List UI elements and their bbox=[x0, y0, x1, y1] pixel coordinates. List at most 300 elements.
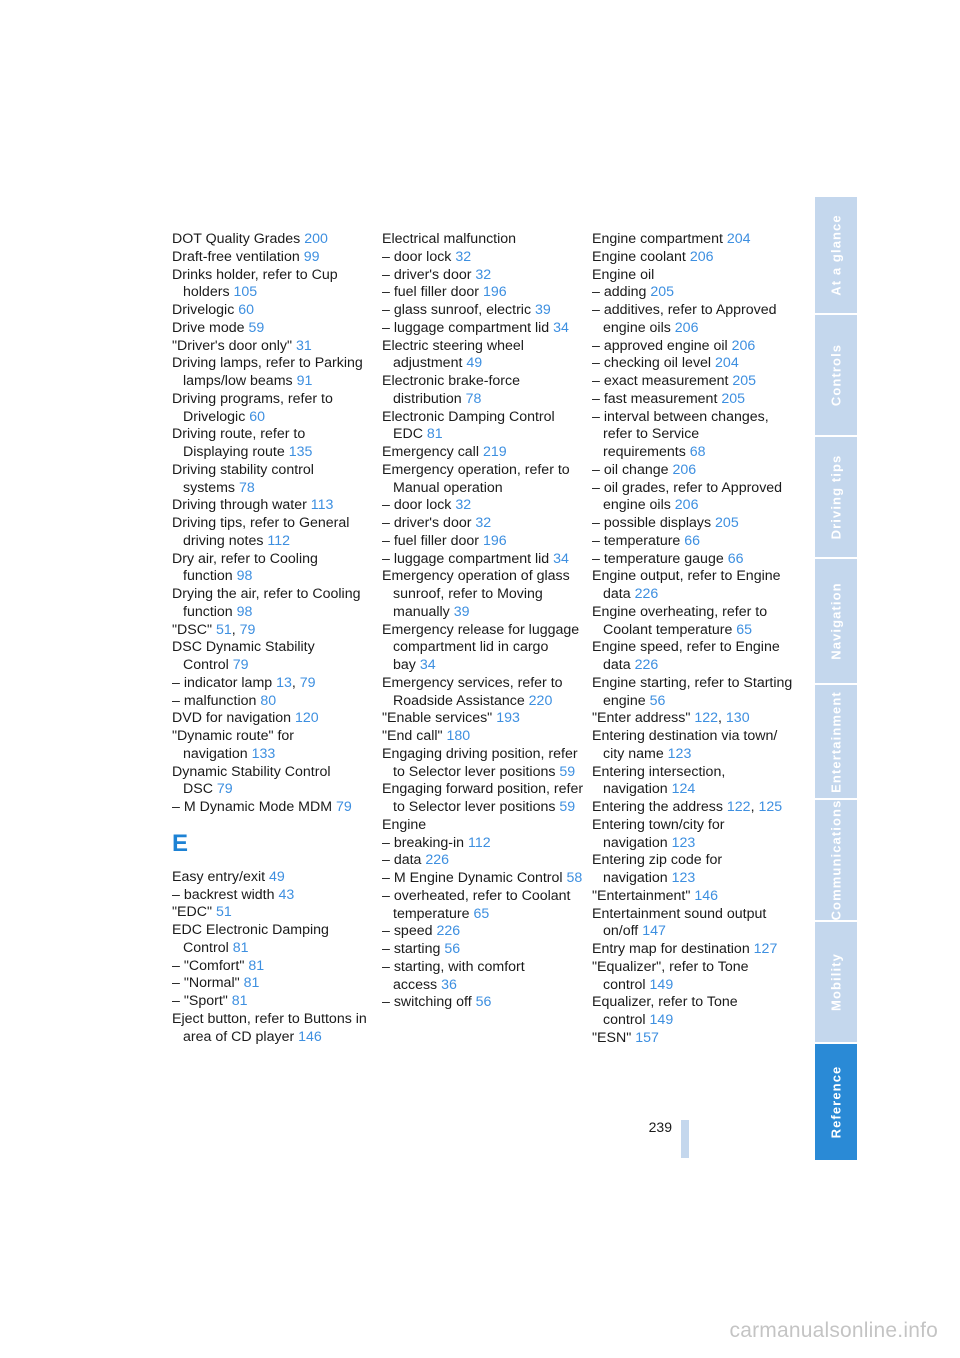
index-entry bbox=[172, 799, 374, 817]
index-entry bbox=[592, 338, 794, 356]
page-reference-link[interactable]: 124 bbox=[671, 781, 696, 798]
page-reference-link[interactable]: 113 bbox=[310, 497, 334, 514]
page-reference-link[interactable]: 43 bbox=[278, 886, 295, 903]
page-reference-link[interactable]: 226 bbox=[634, 657, 659, 673]
index-entry-text: "Entertainment" bbox=[592, 887, 691, 904]
index-entry-text: EDC Electronic Damping Control bbox=[172, 922, 329, 956]
page-reference-link[interactable]: 196 bbox=[482, 532, 507, 549]
index-entry-text: Driving route, refer to Displaying route bbox=[172, 426, 306, 460]
page-reference-link[interactable]: 206 bbox=[674, 497, 699, 514]
index-entry-text: DOT Quality Grades bbox=[172, 231, 301, 247]
index-entry-text: – exact measurement bbox=[592, 373, 729, 389]
index-entry: "Enter address" 122, 130 bbox=[592, 710, 750, 727]
tab-navigation[interactable] bbox=[815, 559, 857, 683]
index-entry-text: Dynamic Stability Control DSC bbox=[172, 763, 331, 798]
index-entry-text: – temperature bbox=[592, 532, 681, 549]
tab-mobility[interactable] bbox=[815, 922, 857, 1042]
page-reference-link[interactable]: 56 bbox=[649, 692, 666, 709]
index-entry bbox=[592, 1030, 794, 1048]
tab-label: At a glance bbox=[828, 214, 844, 296]
index-entry-text: – luggage compartment lid bbox=[382, 319, 550, 336]
index-entry-text: Draft-free ventilation bbox=[172, 248, 300, 265]
page-reference-link[interactable]: 80 bbox=[260, 692, 277, 709]
page-reference-link[interactable]: 130 bbox=[725, 710, 750, 727]
index-entry-text: Drinks holder, refer to Cup holders bbox=[172, 266, 338, 301]
index-entry bbox=[382, 551, 584, 569]
index-entry bbox=[172, 426, 374, 462]
page-reference-link[interactable]: 146 bbox=[694, 887, 719, 904]
index-entry bbox=[382, 302, 584, 320]
index-entry bbox=[172, 922, 374, 958]
index-entry-text: Engine oil bbox=[592, 266, 655, 283]
index-entry bbox=[172, 320, 374, 338]
page-reference-link[interactable]: 133 bbox=[251, 745, 276, 762]
index-entry bbox=[382, 746, 584, 782]
index-entry bbox=[382, 710, 584, 728]
index-entry: "DSC" 51, 79 bbox=[172, 621, 256, 638]
index-entry-text: – interval between changes, refer to Service requirements bbox=[592, 408, 769, 460]
index-entry bbox=[172, 728, 374, 764]
index-entry-text: – possible displays bbox=[592, 515, 712, 531]
page-reference-link[interactable]: 34 bbox=[553, 319, 569, 336]
index-entry bbox=[172, 267, 374, 303]
page-reference-link[interactable]: 78 bbox=[465, 390, 482, 407]
page-reference-link[interactable]: 81 bbox=[248, 957, 265, 974]
index-entry-text: Electrical malfunction bbox=[382, 231, 517, 247]
index-entry-text: – data bbox=[382, 852, 422, 869]
page-reference-link[interactable]: 122 bbox=[694, 710, 719, 727]
page-reference-link[interactable]: 98 bbox=[236, 568, 253, 585]
page-reference-link[interactable]: 66 bbox=[727, 550, 744, 567]
index-entry bbox=[172, 993, 374, 1011]
page-reference-link[interactable]: 205 bbox=[721, 390, 746, 407]
index-entry-text: Electronic Damping Control EDC bbox=[382, 408, 555, 443]
index-entry-text: Emergency operation of glass sunroof, refer to Moving manually bbox=[382, 568, 570, 620]
index-entry-text: – driver's door bbox=[382, 266, 472, 283]
index-entry-text: DSC Dynamic Stability Control bbox=[172, 639, 315, 673]
section-tabs bbox=[815, 197, 857, 1162]
page-reference-link[interactable]: 58 bbox=[566, 870, 583, 886]
page-reference-link[interactable]: 68 bbox=[689, 444, 706, 460]
index-entry-text: Driving lamps, refer to Parking lamps/low beams bbox=[172, 355, 363, 389]
page-reference-link[interactable]: 65 bbox=[473, 905, 490, 922]
page-reference-link[interactable]: 149 bbox=[649, 976, 674, 993]
page-reference-link[interactable]: 123 bbox=[667, 745, 692, 762]
index-entry-text: – temperature gauge bbox=[592, 550, 724, 567]
page-reference-link[interactable]: 204 bbox=[715, 355, 739, 372]
page-reference-link[interactable]: 79 bbox=[336, 799, 352, 815]
index-entry bbox=[172, 249, 374, 267]
tab-label: Mobility bbox=[828, 953, 844, 1011]
index-column-2 bbox=[382, 231, 584, 1012]
index-letter-heading: E bbox=[172, 829, 189, 857]
index-entry bbox=[172, 693, 374, 711]
index-entry-text: Electronic brake-force distribution bbox=[382, 373, 520, 407]
index-entry bbox=[382, 249, 584, 267]
page-reference-link[interactable]: 65 bbox=[736, 621, 753, 638]
index-entry-text: – "Normal" bbox=[172, 975, 240, 992]
page-reference-link[interactable]: 135 bbox=[288, 444, 313, 460]
index-entry bbox=[382, 409, 584, 445]
page-reference-link[interactable]: 157 bbox=[635, 1029, 659, 1046]
tab-at-a-glance[interactable] bbox=[815, 197, 857, 313]
index-entry bbox=[172, 1011, 374, 1047]
index-entry-text: – checking oil level bbox=[592, 355, 712, 372]
index-entry-text: "Enter address" bbox=[592, 710, 691, 727]
page-reference-link[interactable]: 206 bbox=[674, 319, 699, 336]
page-reference-link[interactable]: 120 bbox=[295, 710, 319, 727]
page-reference-link[interactable]: 59 bbox=[559, 799, 576, 815]
index-entry-text: Drive mode bbox=[172, 319, 245, 336]
index-entry-text: – fuel filler door bbox=[382, 532, 479, 549]
index-entry-text: Entry map for destination bbox=[592, 941, 750, 957]
page-reference-link[interactable]: 91 bbox=[296, 373, 313, 389]
index-entry bbox=[592, 604, 794, 640]
index-column-3 bbox=[592, 231, 794, 1048]
page-reference-link[interactable]: 36 bbox=[441, 976, 457, 993]
index-entry-text: Drivelogic bbox=[172, 302, 235, 318]
page-reference-link[interactable]: 127 bbox=[753, 941, 778, 957]
tab-label: Navigation bbox=[828, 582, 844, 660]
index-entry-text: – breaking-in bbox=[382, 834, 465, 851]
index-entry-text: Entering intersection, navigation bbox=[592, 763, 726, 798]
index-entry-text: Driving through water bbox=[172, 497, 307, 514]
tab-controls[interactable] bbox=[815, 315, 857, 435]
page-reference-link[interactable]: 149 bbox=[649, 1012, 674, 1028]
index-entry bbox=[382, 888, 584, 924]
index-entry bbox=[592, 355, 794, 373]
index-entry-text: Entering destination via town/ city name bbox=[592, 728, 778, 762]
page-reference-link[interactable]: 123 bbox=[671, 834, 696, 851]
index-entry-text: Engine bbox=[382, 816, 427, 833]
index-entry-text: Emergency services, refer to Roadside Assistance bbox=[382, 674, 563, 709]
page-reference-link[interactable]: 125 bbox=[758, 799, 783, 815]
index-entry bbox=[172, 231, 374, 249]
index-entry bbox=[172, 869, 374, 887]
page-reference-link[interactable]: 112 bbox=[467, 834, 491, 851]
page-reference-link[interactable]: 34 bbox=[553, 550, 569, 567]
index-entry-text: "Dynamic route" for navigation bbox=[172, 728, 295, 762]
page-reference-link[interactable]: 34 bbox=[419, 657, 436, 673]
index-entry bbox=[592, 249, 794, 267]
index-entry bbox=[382, 994, 584, 1012]
page-reference-link[interactable]: 112 bbox=[267, 532, 291, 549]
index-entry bbox=[382, 870, 584, 888]
index-entry bbox=[592, 959, 794, 995]
page-reference-link[interactable]: 205 bbox=[732, 373, 757, 389]
index-entry-text: – fast measurement bbox=[592, 390, 718, 407]
index-entry bbox=[592, 639, 794, 675]
index-entry bbox=[382, 852, 584, 870]
index-entry bbox=[592, 284, 794, 302]
page-reference-link[interactable]: 147 bbox=[642, 923, 666, 940]
index-entry-text: – speed bbox=[382, 923, 433, 940]
page-reference-link[interactable]: 49 bbox=[466, 355, 483, 372]
page-number: 239 bbox=[648, 1119, 672, 1135]
page-reference-link[interactable]: 122 bbox=[726, 799, 751, 815]
page-reference-link[interactable]: 98 bbox=[236, 603, 253, 620]
index-entry-text: Easy entry/exit bbox=[172, 868, 266, 885]
page-reference-link[interactable]: 220 bbox=[528, 692, 553, 709]
index-entry bbox=[592, 675, 794, 711]
index-entry-text: – driver's door bbox=[382, 515, 472, 531]
index-entry-text: – overheated, refer to Coolant temperature bbox=[382, 887, 571, 922]
index-entry-text: – starting bbox=[382, 941, 441, 957]
index-entry-text: Engaging forward position, refer to Selector lever positions bbox=[382, 781, 584, 815]
index-entry bbox=[592, 462, 794, 480]
index-entry-text: – indicator lamp bbox=[172, 674, 273, 691]
index-entry-text: – backrest width bbox=[172, 886, 275, 903]
tab-driving-tips[interactable] bbox=[815, 437, 857, 557]
index-entry-text: Engine speed, refer to Engine data bbox=[592, 639, 780, 673]
index-entry-text: Emergency release for luggage compartment lid in cargo bay bbox=[382, 621, 580, 673]
index-entry bbox=[382, 675, 584, 711]
page-reference-link[interactable]: 123 bbox=[671, 870, 696, 886]
index-entry bbox=[172, 302, 374, 320]
page-reference-link[interactable]: 105 bbox=[233, 284, 258, 301]
index-entry bbox=[382, 923, 584, 941]
index-entry bbox=[592, 994, 794, 1030]
index-entry-text: "Enable services" bbox=[382, 710, 493, 727]
index-entry bbox=[382, 338, 584, 374]
index-entry bbox=[592, 302, 794, 338]
index-entry bbox=[592, 515, 794, 533]
page-reference-link[interactable]: 81 bbox=[426, 426, 443, 443]
page-reference-link[interactable]: 59 bbox=[559, 763, 576, 780]
index-entry bbox=[382, 959, 584, 995]
index-entry bbox=[382, 497, 584, 515]
page-number-bar bbox=[681, 1120, 689, 1158]
page-reference-link[interactable]: 59 bbox=[248, 319, 265, 336]
index-entry-text: "Equalizer", refer to Tone control bbox=[592, 958, 749, 993]
index-entry-text: Electric steering wheel adjustment bbox=[382, 337, 524, 372]
index-entry bbox=[592, 231, 794, 249]
index-entry-text: DVD for navigation bbox=[172, 710, 292, 727]
index-entry bbox=[592, 852, 794, 888]
page-reference-link[interactable]: 81 bbox=[231, 993, 248, 1009]
index-entry-text: "End call" bbox=[382, 728, 443, 744]
index-entry bbox=[172, 462, 374, 498]
page-reference-link[interactable]: 13 bbox=[276, 674, 292, 691]
index-entry-text: – glass sunroof, electric bbox=[382, 302, 532, 318]
page-reference-link[interactable]: 226 bbox=[634, 586, 659, 602]
index-entry bbox=[382, 835, 584, 853]
index-entry bbox=[592, 941, 794, 959]
page-reference-link[interactable]: 81 bbox=[243, 975, 260, 992]
index-entry bbox=[172, 515, 374, 551]
index-entry-text: – luggage compartment lid bbox=[382, 550, 550, 567]
page-reference-link[interactable]: 206 bbox=[689, 248, 714, 265]
index-entry bbox=[382, 284, 584, 302]
index-entry bbox=[592, 551, 794, 569]
index-entry-text: – M Dynamic Mode MDM bbox=[172, 799, 333, 815]
index-entry-text: Engine coolant bbox=[592, 248, 686, 265]
page-reference-link[interactable]: 226 bbox=[436, 923, 461, 940]
index-entry-text: – oil change bbox=[592, 461, 669, 478]
index-entry bbox=[172, 355, 374, 391]
page-reference-link[interactable]: 79 bbox=[232, 657, 249, 673]
index-entry bbox=[592, 533, 794, 551]
page-reference-link[interactable]: 32 bbox=[475, 515, 492, 531]
index-entry-text: "DSC" bbox=[172, 621, 213, 638]
index-entry-text: Engaging driving position, refer to Selector lever positions bbox=[382, 745, 578, 780]
index-entry bbox=[592, 888, 794, 906]
index-entry-text: "Driver's door only" bbox=[172, 337, 293, 354]
tab-entertainment[interactable] bbox=[815, 685, 857, 798]
index-entry bbox=[172, 391, 374, 427]
index-entry bbox=[592, 568, 794, 604]
index-entry bbox=[172, 958, 374, 976]
index-entry bbox=[382, 462, 584, 498]
index-entry bbox=[382, 515, 584, 533]
index-entry: – indicator lamp 13, 79 bbox=[172, 674, 316, 691]
page-reference-link[interactable]: 193 bbox=[496, 710, 520, 727]
index-entry-text: "EDC" bbox=[172, 904, 213, 921]
index-entry-text: – M Engine Dynamic Control bbox=[382, 870, 563, 886]
index-entry bbox=[382, 781, 584, 817]
page-reference-link[interactable]: 146 bbox=[298, 1028, 322, 1045]
index-entry-text: – switching off bbox=[382, 994, 472, 1011]
index-entry bbox=[592, 817, 794, 853]
index-entry-text: Entertainment sound output on/off bbox=[592, 905, 767, 940]
page-reference-link[interactable]: 49 bbox=[269, 868, 285, 885]
index-entry-text: – starting, with comfort access bbox=[382, 958, 525, 993]
index-entry bbox=[172, 764, 374, 800]
index-entry-text: – "Sport" bbox=[172, 993, 228, 1009]
index-entry bbox=[382, 231, 584, 249]
index-column-1 bbox=[172, 231, 374, 1046]
page-reference-link[interactable]: 99 bbox=[303, 248, 320, 265]
page-reference-link[interactable]: 196 bbox=[482, 284, 507, 301]
index-entry-text: Driving tips, refer to General driving notes bbox=[172, 515, 350, 549]
page-reference-link[interactable]: 206 bbox=[731, 337, 756, 354]
index-entry-text: Driving programs, refer to Drivelogic bbox=[172, 390, 333, 425]
index-entry bbox=[592, 728, 794, 764]
page-reference-link[interactable]: 79 bbox=[216, 781, 233, 798]
index-entry bbox=[592, 373, 794, 391]
index-entry bbox=[382, 568, 584, 621]
page-reference-link[interactable]: 32 bbox=[475, 266, 492, 283]
index-entry-text: – malfunction bbox=[172, 692, 257, 709]
index-entry-text: Emergency call bbox=[382, 444, 479, 460]
index-entry-text: – oil grades, refer to Approved engine oils bbox=[592, 479, 783, 514]
page-reference-link[interactable]: 205 bbox=[715, 515, 739, 531]
page-reference-link[interactable]: 60 bbox=[238, 302, 255, 318]
watermark: carmanualsonline.info bbox=[729, 1319, 938, 1342]
index-entry-text: Entering town/city for navigation bbox=[592, 816, 725, 851]
index-entry bbox=[172, 975, 374, 993]
index-entry bbox=[172, 586, 374, 622]
page-reference-link[interactable]: 39 bbox=[535, 302, 551, 318]
tab-label: Driving tips bbox=[828, 454, 844, 540]
index-entry-text: Dry air, refer to Cooling function bbox=[172, 550, 318, 585]
index-entry bbox=[172, 710, 374, 728]
index-entry-text: Drying the air, refer to Cooling function bbox=[172, 586, 361, 620]
index-entry-text: – adding bbox=[592, 284, 647, 301]
page-reference-link[interactable]: 200 bbox=[304, 231, 328, 247]
index-entry-text: Engine starting, refer to Starting engine bbox=[592, 674, 793, 709]
index-entry: Entering the address 122, 125 bbox=[592, 799, 783, 815]
index-entry bbox=[592, 391, 794, 409]
page-reference-link[interactable]: 79 bbox=[299, 674, 316, 691]
index-entry bbox=[592, 906, 794, 942]
page-reference-link[interactable]: 78 bbox=[238, 479, 255, 496]
index-entry bbox=[592, 267, 794, 285]
index-entry-text: Entering zip code for navigation bbox=[592, 852, 723, 886]
page-reference-link[interactable]: 51 bbox=[215, 621, 232, 638]
tab-communications[interactable] bbox=[815, 800, 857, 920]
index-entry-text: – additives, refer to Approved engine oils bbox=[592, 302, 777, 336]
index-entry bbox=[382, 817, 584, 835]
index-entry bbox=[172, 497, 374, 515]
index-entry bbox=[592, 764, 794, 800]
page-reference-link[interactable]: 219 bbox=[482, 444, 507, 460]
page-reference-link[interactable]: 205 bbox=[650, 284, 675, 301]
index-entry-text: Equalizer, refer to Tone control bbox=[592, 994, 738, 1028]
page-reference-link[interactable]: 79 bbox=[239, 621, 256, 638]
page-reference-link[interactable]: 32 bbox=[455, 497, 472, 514]
index-entry-text: Engine overheating, refer to Coolant temperature bbox=[592, 603, 768, 638]
index-entry bbox=[382, 444, 584, 462]
index-entry bbox=[382, 320, 584, 338]
page-reference-link[interactable]: 66 bbox=[684, 532, 701, 549]
index-entry-text: – door lock bbox=[382, 248, 452, 265]
page-reference-link[interactable]: 226 bbox=[425, 852, 450, 869]
index-entry-text: – approved engine oil bbox=[592, 337, 728, 354]
page-reference-link[interactable]: 56 bbox=[444, 941, 461, 957]
page-reference-link[interactable]: 60 bbox=[249, 408, 266, 425]
index-entry bbox=[172, 338, 374, 356]
index-entry bbox=[382, 728, 584, 746]
index-entry bbox=[172, 639, 374, 675]
index-entry bbox=[382, 622, 584, 675]
index-entry-text: – door lock bbox=[382, 497, 452, 514]
tab-label: Communications bbox=[828, 800, 844, 920]
index-entry bbox=[592, 409, 794, 462]
index-entry bbox=[382, 533, 584, 551]
index-entry-text: Engine output, refer to Engine data bbox=[592, 568, 781, 602]
index-entry-text: Engine compartment bbox=[592, 231, 723, 247]
index-entry bbox=[382, 267, 584, 285]
page-reference-link[interactable]: 51 bbox=[215, 904, 232, 921]
page-reference-link[interactable]: 32 bbox=[455, 248, 472, 265]
page-reference-link[interactable]: 206 bbox=[672, 461, 697, 478]
page-reference-link[interactable]: 56 bbox=[475, 994, 492, 1011]
tab-reference[interactable] bbox=[815, 1044, 857, 1160]
page-reference-link[interactable]: 39 bbox=[453, 603, 470, 620]
index-entry bbox=[172, 904, 374, 922]
index-entry bbox=[382, 373, 584, 409]
index-entry bbox=[592, 480, 794, 516]
index-entry-text: Eject button, refer to Buttons in area of CD player bbox=[172, 1010, 367, 1045]
page-reference-link[interactable]: 31 bbox=[295, 337, 312, 354]
index-entry-text: Emergency operation, refer to Manual operation bbox=[382, 461, 570, 496]
index-entry-text: – "Comfort" bbox=[172, 957, 245, 974]
page-reference-link[interactable]: 81 bbox=[232, 939, 249, 956]
index-entry bbox=[172, 887, 374, 905]
index-entry bbox=[382, 941, 584, 959]
index-entry-text: Driving stability control systems bbox=[172, 461, 314, 496]
index-entry-text: Entering the address bbox=[592, 799, 723, 815]
tab-label: Entertainment bbox=[828, 690, 844, 793]
index-entry-text: – fuel filler door bbox=[382, 284, 479, 301]
tab-label: Controls bbox=[828, 343, 844, 407]
tab-label: Reference bbox=[828, 1065, 844, 1139]
page-reference-link[interactable]: 180 bbox=[446, 728, 471, 744]
index-entry bbox=[172, 551, 374, 587]
page-reference-link[interactable]: 204 bbox=[726, 231, 751, 247]
index-entry-text: "ESN" bbox=[592, 1029, 632, 1046]
